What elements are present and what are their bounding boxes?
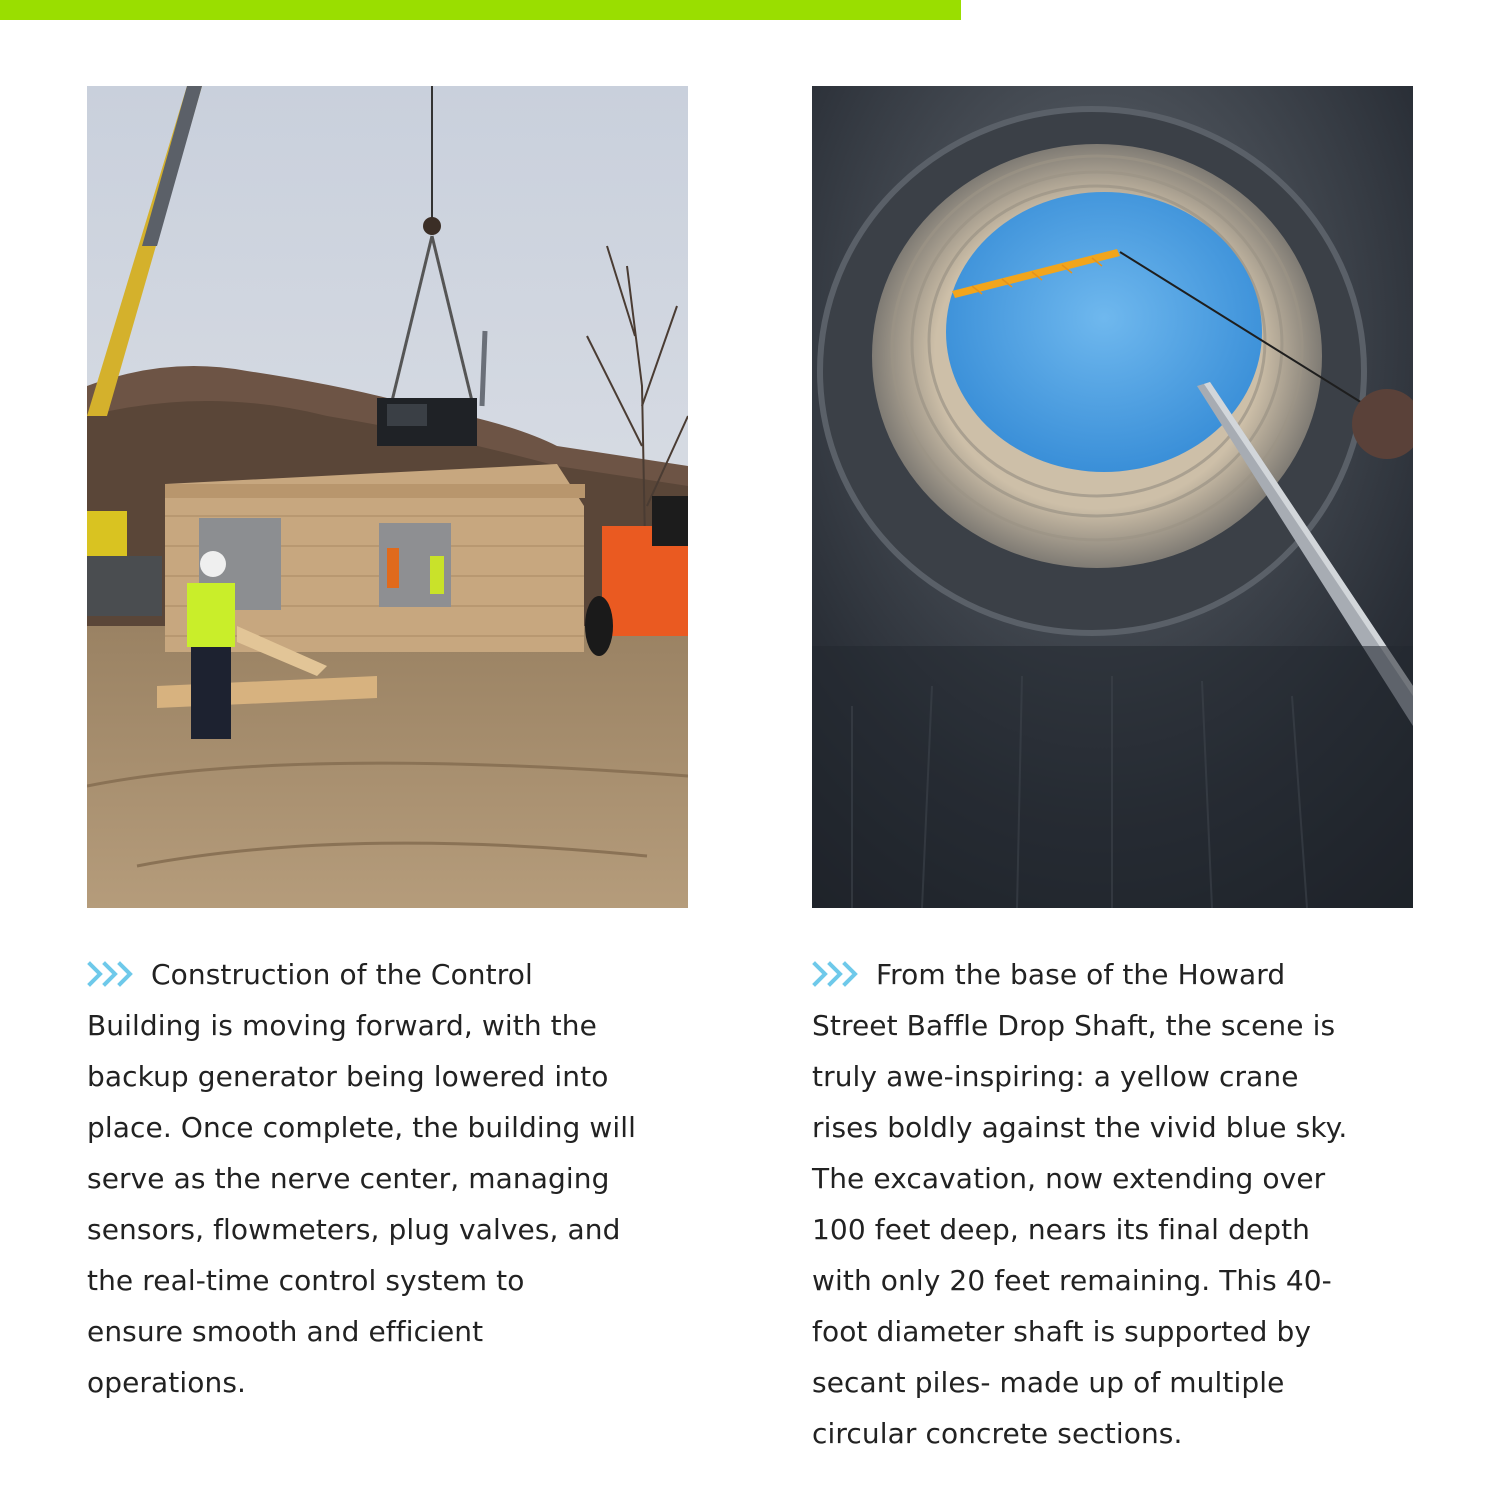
drop-shaft-photo [812,86,1413,908]
triple-chevron-right-icon [87,961,137,987]
drop-shaft-caption [812,949,1412,1459]
caption-text: Construction of the Control Building is moving forward, with the backup generator being lowered into place. Once complete, the building will serve as the nerve center, managing sensors, flowmeters, plug valves, and the real-time control system to ensure smooth and efficient operations. [87,958,637,1399]
control-building-caption [87,949,689,1408]
control-building-photo [87,86,688,908]
caption-text: From the base of the Howard Street Baffle Drop Shaft, the scene is truly awe-inspiring: a yellow crane rises boldly against the vivid blue sky. The excavation, now extending over 100 feet deep, nears its final depth with only 20 feet remaining. This 40- foot diameter shaft is supported by secant piles- made up of multiple circular concrete sections. [812,958,1348,1450]
accent-bar [0,0,961,20]
triple-chevron-right-icon [812,961,862,987]
